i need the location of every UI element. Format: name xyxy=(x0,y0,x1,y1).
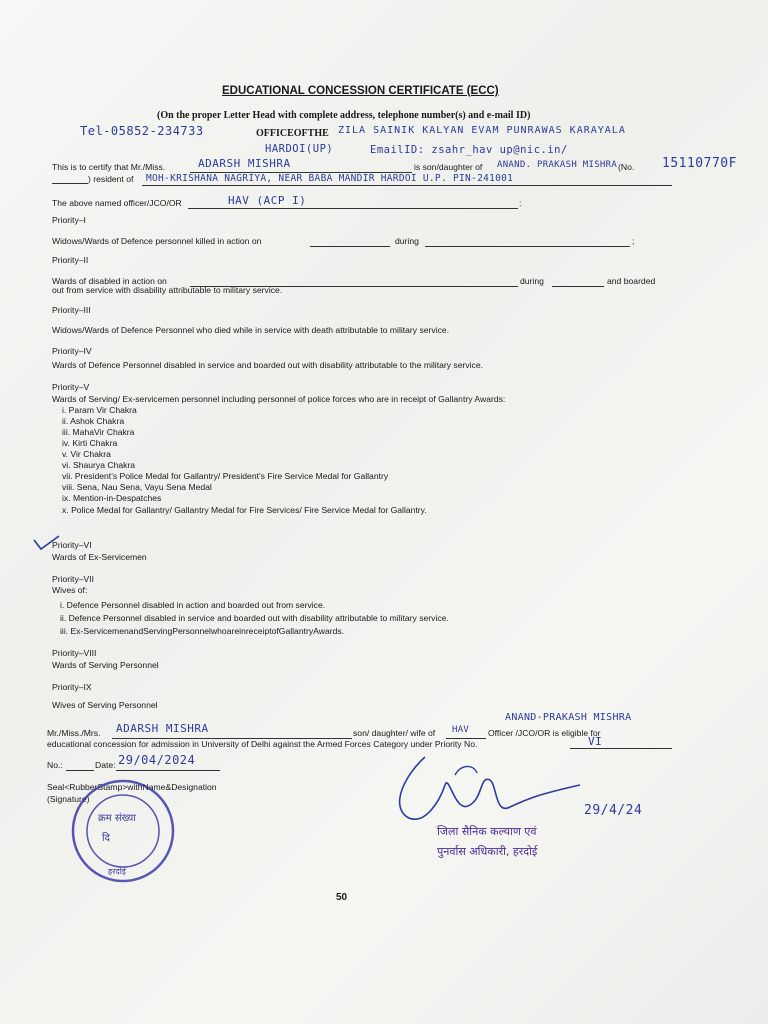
cert-above: The above named officer/JCO/OR xyxy=(52,198,182,208)
designation-line2: पुनर्वास अधिकारी, हरदोई xyxy=(437,845,538,858)
priority-2-text-c: and boarded xyxy=(607,276,656,286)
round-seal-stamp xyxy=(70,778,176,884)
cert-line1a: This is to certify that Mr./Miss. xyxy=(52,162,166,172)
gallantry-item: ix. Mention-in-Despatches xyxy=(62,493,162,503)
priority-9-text: Wives of Serving Personnel xyxy=(52,700,158,710)
page-number: 50 xyxy=(336,892,348,903)
handwritten-father2: ANAND-PRAKASH MISHRA xyxy=(505,712,632,723)
gallantry-item: x. Police Medal for Gallantry/ Gallantry Medal for Fire Services/ Fire Service Medal for Gallantry. xyxy=(62,505,427,515)
priority-7-text: Wives of: xyxy=(52,585,88,595)
office-label: OFFICEOFTHE xyxy=(256,128,329,139)
priority-2-text-d: out from service with disability attributable to military service. xyxy=(52,285,283,295)
seal-text-a: क्रम संख्या xyxy=(98,813,136,824)
cert-line1b: is son/daughter of xyxy=(414,162,483,172)
footer-signature: (Signature) xyxy=(47,794,90,804)
priority-8-text: Wards of Serving Personnel xyxy=(52,660,159,670)
priority-3-label: Priority–III xyxy=(52,305,91,315)
priority-5-label: Priority–V xyxy=(52,382,90,392)
priority-4-label: Priority–IV xyxy=(52,346,92,356)
gallantry-item: vi. Shaurya Chakra xyxy=(62,460,136,470)
priority-5-text: Wards of Serving/ Ex-servicemen personnel including personnel of police forces who are in receipt of Gallantry Awards: xyxy=(52,394,506,404)
footer-no: No.: xyxy=(47,760,63,770)
handwritten-number: 15110770F xyxy=(662,156,737,171)
footer-mr: Mr./Miss./Mrs. xyxy=(47,728,101,738)
footer-officer: Officer /JCO/OR is eligible for xyxy=(488,728,601,738)
colon: : xyxy=(519,198,522,208)
gallantry-item: iii. MahaVir Chakra xyxy=(62,427,135,437)
handwritten-tel: Tel-05852-234733 xyxy=(80,124,204,138)
priority-6-text: Wards of Ex-Servicemen xyxy=(52,552,147,562)
priority-1-text-a: Widows/Wards of Defence personnel killed in action on xyxy=(52,236,262,246)
handwritten-office-name: ZILA SAINIK KALYAN EVAM PUNRAWAS KARAYALA xyxy=(338,125,626,136)
designation-line1: जिला सैनिक कल्याण एवं xyxy=(437,825,537,838)
footer-son: son/ daughter/ wife of xyxy=(353,728,436,738)
gallantry-item: v. Vir Chakra xyxy=(62,449,111,459)
priority-3-text: Widows/Wards of Defence Personnel who died while in service with death attributable to military service. xyxy=(52,325,450,335)
handwritten-email: EmailID: zsahr_hav up@nic.in/ xyxy=(370,144,568,156)
footer-date: Date: xyxy=(95,760,116,770)
wives-item: i. Defence Personnel disabled in action and boarded out from service. xyxy=(60,600,326,610)
priority-7-label: Priority–VII xyxy=(52,574,95,584)
cert-line2b: ) resident of xyxy=(88,174,134,184)
footer-line2: educational concession for admission in University of Delhi against the Armed Forces Category under Priority No. xyxy=(47,739,478,749)
handwritten-father: ANAND. PRAKASH MISHRA xyxy=(497,160,618,170)
handwritten-rank2: HAV xyxy=(452,725,470,735)
priority-1-label: Priority–I xyxy=(52,215,86,225)
priority-8-label: Priority–VIII xyxy=(52,648,97,658)
priority-2-text-b: during xyxy=(520,276,544,286)
priority-9-label: Priority–IX xyxy=(52,682,92,692)
gallantry-item: viii. Sena, Nau Sena, Vayu Sena Medal xyxy=(62,482,212,492)
gallantry-item: i. Param Vir Chakra xyxy=(62,405,137,415)
footer-seal: Seal<RubberStamp>withName&Designation xyxy=(47,782,217,792)
signature-scribble xyxy=(385,745,585,835)
priority-2-text-a: Wards of disabled in action on xyxy=(52,276,167,286)
priority-4-text: Wards of Defence Personnel disabled in service and boarded out with disability attributable to the military service. xyxy=(52,360,484,370)
wives-item: ii. Defence Personnel disabled in service and boarded out with disability attributable to military service. xyxy=(60,613,449,623)
cert-line1c: (No. xyxy=(618,162,635,172)
semicolon: ; xyxy=(632,236,635,246)
handwritten-name2: ADARSH MISHRA xyxy=(116,722,209,735)
handwritten-rank: HAV (ACP I) xyxy=(228,194,307,207)
handwritten-priority-no: VI xyxy=(588,735,603,748)
priority-6-label: Priority–VI xyxy=(52,540,92,550)
gallantry-item: ii. Ashok Chakra xyxy=(62,416,125,426)
handwritten-office-city: HARDOI(UP) xyxy=(265,143,334,155)
handwritten-sign-date: 29/4/24 xyxy=(584,803,643,818)
page-title: EDUCATIONAL CONCESSION CERTIFICATE (ECC) xyxy=(222,85,499,97)
seal-text-c: हरदोई xyxy=(108,867,126,876)
priority-2-label: Priority–II xyxy=(52,255,89,265)
handwritten-address: MOH-KRISHANA NAGRIYA, NEAR BABA MANDIR HARDOI U.P. PIN-241001 xyxy=(146,173,514,184)
handwritten-name: ADARSH MISHRA xyxy=(198,157,291,170)
priority-1-text-b: during xyxy=(395,236,419,246)
wives-item: iii. Ex-ServicemenandServingPersonnelwhoareinreceiptofGallantryAwards. xyxy=(60,626,345,636)
subtitle: (On the proper Letter Head with complete address, telephone number(s) and e-mail ID) xyxy=(157,110,531,121)
gallantry-item: iv. Kirti Chakra xyxy=(62,438,118,448)
gallantry-item: vii. President's Police Medal for Gallantry/ President's Fire Service Medal for Gallantry xyxy=(62,471,389,481)
handwritten-date: 29/04/2024 xyxy=(118,753,196,767)
seal-text-b: दि xyxy=(102,833,110,844)
